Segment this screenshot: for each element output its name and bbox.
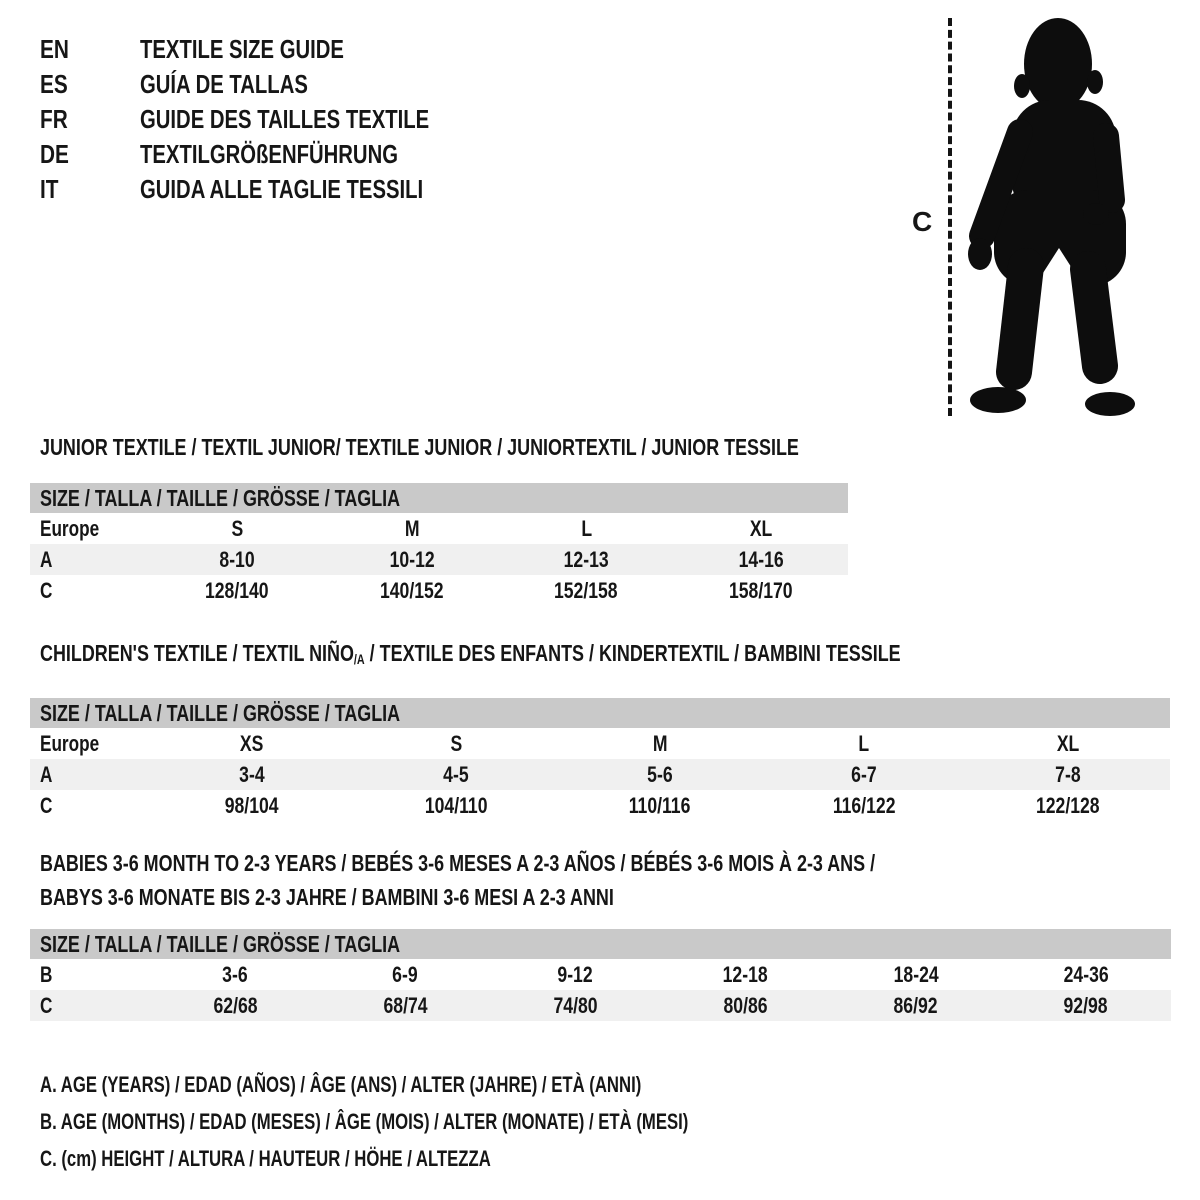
cell-text: C: [40, 793, 53, 819]
table-cell: [325, 575, 500, 606]
cell-text: 104/110: [424, 793, 488, 819]
cell-text: M: [652, 731, 668, 757]
cell-text: 9-12: [557, 962, 594, 987]
size-header-bar: [30, 483, 848, 513]
table-cell: [354, 790, 558, 821]
table-cell: [661, 959, 831, 990]
table-cell: [1001, 990, 1171, 1021]
row-label: [30, 728, 150, 759]
table-cell: [490, 959, 660, 990]
legend-line: [40, 1103, 893, 1140]
cell-text: 98/104: [225, 793, 279, 819]
cell-text: XL: [1056, 731, 1080, 757]
legend-line: [40, 1140, 893, 1177]
table-row: [30, 990, 1171, 1021]
table-cell: [325, 544, 500, 575]
table-cell: [762, 759, 966, 790]
cell-text: 6-7: [851, 762, 877, 788]
cell-text: 128/140: [205, 578, 270, 603]
table-cell: [762, 790, 966, 821]
height-dashed-line: [948, 18, 952, 416]
language-code: DE: [40, 139, 69, 169]
cell-text: A: [40, 762, 53, 788]
cell-text: A: [40, 547, 53, 572]
cell-text: XS: [240, 731, 264, 757]
cell-text: 7-8: [1055, 762, 1081, 788]
table-cell: [150, 790, 354, 821]
row-label: [30, 575, 150, 606]
cell-text: 158/170: [728, 578, 793, 603]
table-title-line: [40, 846, 1171, 880]
table-cell: [499, 575, 674, 606]
table-title-text: [40, 880, 614, 914]
table-title: [30, 846, 1171, 914]
cell-text: 86/92: [893, 993, 938, 1018]
language-row: [40, 137, 511, 172]
language-row: [40, 102, 511, 137]
language-code: EN: [40, 34, 69, 64]
table-cell: [499, 513, 674, 544]
cell-text: 110/116: [629, 793, 691, 819]
table-title: [30, 434, 848, 460]
cell-text: 12-13: [563, 547, 609, 572]
cell-text: XL: [749, 516, 772, 541]
cell-text: S: [231, 516, 244, 541]
language-row: [40, 172, 511, 207]
table-cell: [966, 728, 1170, 759]
row-label: [30, 959, 150, 990]
table-row: [30, 728, 1170, 759]
table-cell: [1001, 959, 1171, 990]
cell-text: 3-6: [222, 962, 248, 987]
cell-text: L: [858, 731, 870, 757]
table-title-text: [40, 846, 875, 880]
size-header-text: SIZE / TALLA / TAILLE / GRÖSSE / TAGLIA: [40, 485, 401, 511]
cell-text: 3-4: [239, 762, 265, 788]
cell-text: 80/86: [723, 993, 768, 1018]
table-cell: [558, 790, 762, 821]
cell-text: 8-10: [219, 547, 255, 572]
legend-line: [40, 1066, 893, 1103]
table-cell: [150, 544, 325, 575]
cell-text: 92/98: [1063, 993, 1108, 1018]
table-cell: [966, 790, 1170, 821]
table-cell: [150, 575, 325, 606]
cell-text: 152/158: [554, 578, 619, 603]
row-label: [30, 990, 150, 1021]
cell-text: 10-12: [389, 547, 435, 572]
table-cell: [558, 728, 762, 759]
title-segment: / TEXTILE DES ENFANTS / KINDERTEXTIL / BAMBINI TESSILE: [364, 640, 901, 666]
language-code: IT: [40, 174, 59, 204]
cell-text: B: [40, 962, 53, 987]
row-label: [30, 790, 150, 821]
table-cell: [150, 513, 325, 544]
table-row: [30, 513, 848, 544]
legend-text: C. (cm) HEIGHT / ALTURA / HAUTEUR / HÖHE / ALTEZZA: [40, 1146, 491, 1171]
table-row: [30, 759, 1170, 790]
cell-text: 12-18: [723, 962, 769, 987]
cell-text: 122/128: [1036, 793, 1100, 819]
cell-text: C: [40, 993, 53, 1018]
table-cell: [354, 759, 558, 790]
cell-text: Europe: [40, 516, 100, 541]
row-label: [30, 544, 150, 575]
cell-text: L: [580, 516, 592, 541]
size-header-bar: [30, 929, 1171, 959]
legend-block: [40, 1066, 893, 1177]
language-title-list: [40, 32, 511, 207]
cell-text: 5-6: [647, 762, 673, 788]
language-row: [40, 67, 511, 102]
language-code: ES: [40, 69, 68, 99]
size-header-text: SIZE / TALLA / TAILLE / GRÖSSE / TAGLIA: [40, 700, 401, 727]
cell-text: 18-24: [893, 962, 939, 987]
table-cell: [320, 959, 490, 990]
title-subscript: /A: [353, 652, 365, 668]
table-row: [30, 959, 1171, 990]
language-label: TEXTILE SIZE GUIDE: [140, 34, 344, 64]
cell-text: 6-9: [392, 962, 418, 987]
title-segment: BABIES 3-6 MONTH TO 2-3 YEARS / BEBÉS 3-6 MESES A 2-3 AÑOS / BÉBÉS 3-6 MOIS À 2-3 ANS /: [40, 850, 876, 876]
table-cell: [150, 959, 320, 990]
size-table-babies: [30, 846, 1171, 1021]
cell-text: Europe: [40, 731, 100, 757]
table-cell: [150, 728, 354, 759]
language-label: GUIDA ALLE TAGLIE TESSILI: [140, 174, 424, 204]
cell-text: 62/68: [213, 993, 258, 1018]
cell-text: 140/152: [379, 578, 444, 603]
cell-text: 74/80: [553, 993, 598, 1018]
size-table-junior: [30, 434, 848, 606]
size-table-children: [30, 640, 1170, 821]
table-cell: [674, 575, 849, 606]
table-cell: [490, 990, 660, 1021]
language-label: GUÍA DE TALLAS: [140, 69, 308, 99]
title-segment: JUNIOR TEXTILE / TEXTIL JUNIOR/ TEXTILE JUNIOR / JUNIORTEXTIL / JUNIOR TESSILE: [40, 434, 799, 460]
table-row: [30, 575, 848, 606]
legend-text: B. AGE (MONTHS) / EDAD (MESES) / ÂGE (MOIS) / ALTER (MONATE) / ETÀ (MESI): [40, 1109, 689, 1134]
table-title-line: [40, 434, 848, 460]
table-row: [30, 544, 848, 575]
height-measure-label: C: [912, 206, 933, 237]
cell-text: 116/122: [832, 793, 896, 819]
legend-text: A. AGE (YEARS) / EDAD (AÑOS) / ÂGE (ANS) / ALTER (JAHRE) / ETÀ (ANNI): [40, 1072, 642, 1097]
table-title: [30, 640, 1170, 673]
table-cell: [674, 544, 849, 575]
table-title-line: [40, 880, 1171, 914]
table-cell: [831, 990, 1001, 1021]
toddler-silhouette-image: [960, 14, 1144, 424]
table-title-text: [40, 640, 901, 673]
row-label: [30, 759, 150, 790]
table-cell: [354, 728, 558, 759]
table-cell: [831, 959, 1001, 990]
size-header-text: SIZE / TALLA / TAILLE / GRÖSSE / TAGLIA: [40, 931, 401, 957]
table-row: [30, 790, 1170, 821]
table-cell: [558, 759, 762, 790]
language-code: FR: [40, 104, 68, 134]
cell-text: M: [404, 516, 420, 541]
table-cell: [966, 759, 1170, 790]
cell-text: 68/74: [383, 993, 428, 1018]
language-row: [40, 32, 511, 67]
table-title-text: [40, 434, 799, 460]
language-label: GUIDE DES TAILLES TEXTILE: [140, 104, 430, 134]
table-cell: [674, 513, 849, 544]
table-cell: [661, 990, 831, 1021]
cell-text: S: [450, 731, 462, 757]
cell-text: C: [40, 578, 53, 603]
table-cell: [150, 759, 354, 790]
table-cell: [762, 728, 966, 759]
table-cell: [320, 990, 490, 1021]
title-segment: BABYS 3-6 MONATE BIS 2-3 JAHRE / BAMBINI 3-6 MESI A 2-3 ANNI: [40, 884, 614, 910]
cell-text: 24-36: [1063, 962, 1109, 987]
cell-text: 4-5: [443, 762, 469, 788]
table-cell: [325, 513, 500, 544]
title-segment: CHILDREN'S TEXTILE / TEXTIL NIÑO: [40, 640, 354, 666]
table-cell: [150, 990, 320, 1021]
size-header-bar: [30, 698, 1170, 728]
cell-text: 14-16: [738, 547, 784, 572]
language-label: TEXTILGRÖßENFÜHRUNG: [140, 139, 398, 169]
table-cell: [499, 544, 674, 575]
row-label: [30, 513, 150, 544]
table-title-line: [40, 640, 1170, 673]
